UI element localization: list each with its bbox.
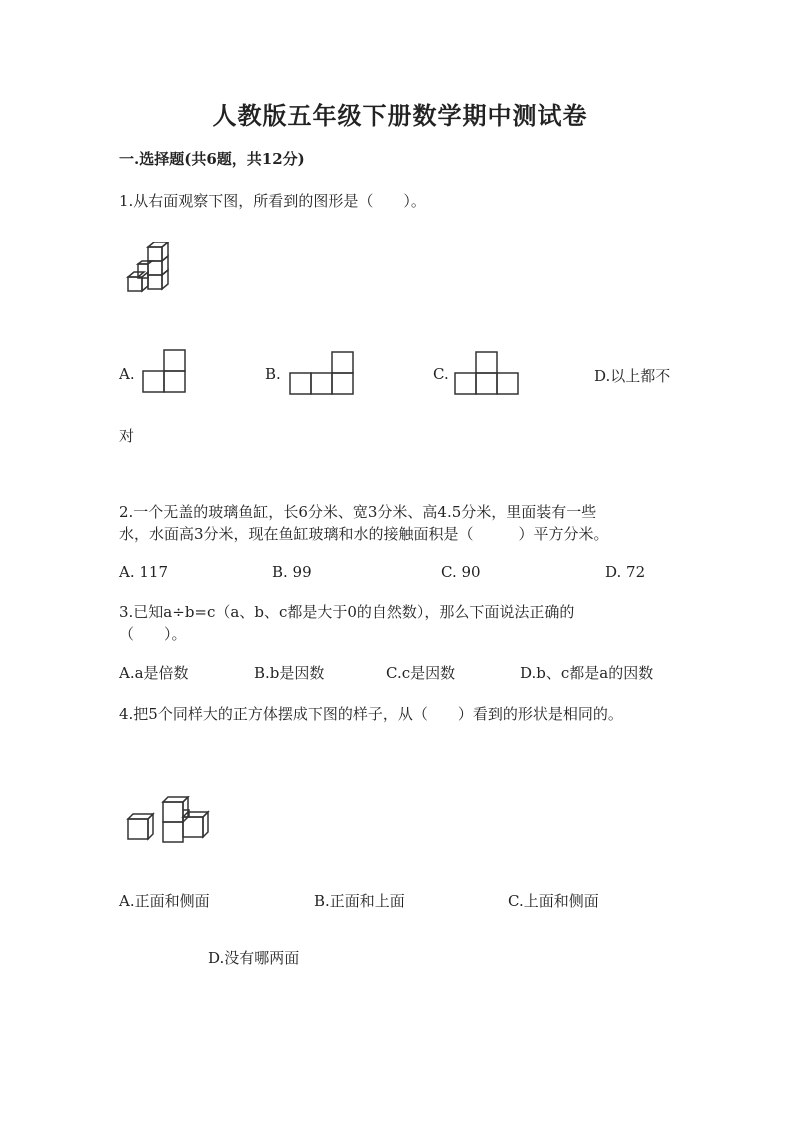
- question-2-option-a: A. 117: [119, 563, 168, 581]
- question-3-line-2: （ ）。: [119, 625, 187, 643]
- question-3-option-d: D.b、c都是a的因数: [520, 664, 654, 682]
- question-2-line-2: 水，水面高3分米，现在鱼缸玻璃和水的接触面积是（ ）平方分米。: [119, 525, 609, 543]
- question-4-option-c: C.上面和侧面: [508, 892, 599, 910]
- question-1-stem: 1.从右面观察下图，所看到的图形是（ ）。: [119, 192, 426, 210]
- question-1-option-d-continued: 对: [119, 427, 135, 445]
- question-4-cube-figure: [126, 796, 210, 844]
- question-2-option-b: B. 99: [272, 563, 312, 581]
- question-2-option-c: C. 90: [441, 563, 481, 581]
- question-1-option-b-figure: [289, 350, 355, 396]
- question-1-option-c-figure: [454, 350, 520, 396]
- question-3-option-c: C.c是因数: [386, 664, 456, 682]
- question-4-option-a: A.正面和侧面: [119, 892, 210, 910]
- question-2-option-d: D. 72: [605, 563, 646, 581]
- question-4-option-d: D.没有哪两面: [208, 949, 300, 967]
- section-heading: 一.选择题(共6题，共12分): [119, 150, 305, 168]
- question-1-option-b-label: B.: [265, 365, 281, 383]
- question-3-option-b: B.b是因数: [254, 664, 325, 682]
- question-1-option-a-label: A.: [119, 365, 135, 383]
- question-1-option-d-label: D.以上都不: [594, 367, 671, 385]
- page-title: 人教版五年级下册数学期中测试卷: [212, 101, 588, 130]
- question-4-stem: 4.把5个同样大的正方体摆成下图的样子，从（ ）看到的形状是相同的。: [119, 705, 623, 723]
- question-1-cube-figure: [124, 242, 174, 298]
- question-4-option-b: B.正面和上面: [314, 892, 405, 910]
- question-3-line-1: 3.已知a÷b=c（a、b、c都是大于0的自然数），那么下面说法正确的: [119, 603, 575, 621]
- question-3-option-a: A.a是倍数: [119, 664, 189, 682]
- question-1-option-c-label: C.: [433, 365, 449, 383]
- question-1-option-a-figure: [142, 348, 188, 394]
- question-2-line-1: 2.一个无盖的玻璃鱼缸，长6分米、宽3分米、高4.5分米，里面装有一些: [119, 503, 597, 521]
